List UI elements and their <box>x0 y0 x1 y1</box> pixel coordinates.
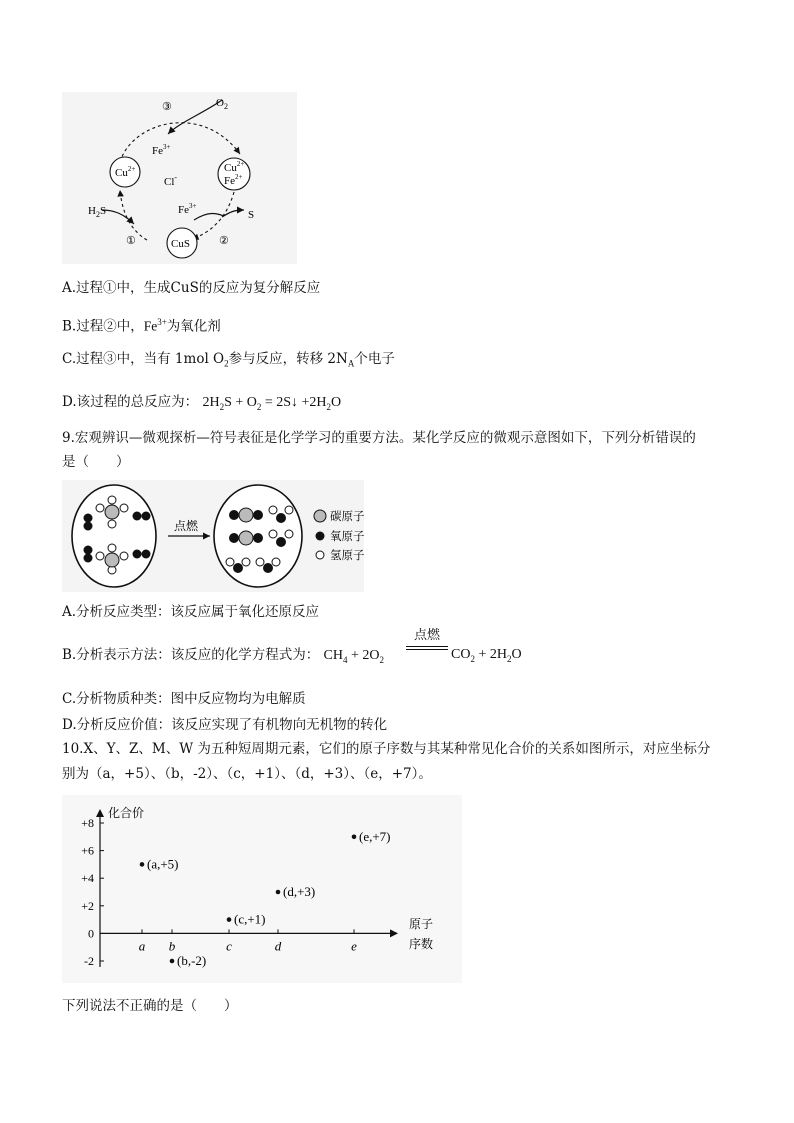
cu2-right-label: $Cu^{2+}$ <box>224 160 245 174</box>
q9-equation-left: $CH_4 + 2O_2$ <box>323 648 384 665</box>
cus-label: CuS <box>171 238 190 250</box>
chart-x-tick-label: a <box>138 938 146 954</box>
q8-option-c: C.过程③中，当有 1mol $O_2$参与反应，转移 $2N_A$个电子 <box>62 351 395 369</box>
cl-ion-label: Cl- <box>164 173 178 188</box>
legend-oxygen: 氧原子 <box>330 529 364 543</box>
molecule-reaction-diagram <box>62 480 364 592</box>
q8-option-a: A.过程①中，生成CuS的反应为复分解反应 <box>62 280 321 296</box>
chart-y-tick-label: -2 <box>84 954 94 968</box>
carbon-atom-legend-icon <box>314 510 326 522</box>
q9-option-c: C.分析物质种类：图中反应物均为电解质 <box>62 691 306 707</box>
q8-total-equation: $2H_2S + O_2$ = 2S↓ $+2H_2O$ <box>202 395 342 412</box>
chart-point-label: (d,+3) <box>283 884 316 899</box>
q10-stem-line1: 10.X、Y、Z、M、W 为五种短周期元素，它们的原子序数与其某种常见化合价的关系如图所示，对应坐标分 <box>62 741 711 757</box>
legend-hydrogen: 氢原子 <box>330 548 364 562</box>
chart-point-label: (e,+7) <box>359 828 391 844</box>
fe3-bottom-label: $Fe^{3+}$ <box>178 202 197 216</box>
chart-point-label: (b,-2) <box>177 953 207 968</box>
chart-xlabel-line2: 序数 <box>409 937 434 951</box>
chart-point <box>227 917 232 922</box>
chart-y-tick-label: +4 <box>81 871 94 886</box>
chart-ylabel: 化合价 <box>108 806 145 820</box>
q9-option-d: D.分析反应价值：该反应实现了有机物向无机物的转化 <box>62 717 388 733</box>
q10-question: 下列说法不正确的是（ ） <box>62 998 238 1014</box>
step3-label: ③ <box>162 101 172 113</box>
cu2-left-label: $Cu^{2+}$ <box>115 165 136 179</box>
q9-stem-line1: 9.宏观辨识—微观探析—符号表征是化学学习的重要方法。某化学反应的微观示意图如下，下列分析错误的 <box>62 430 696 446</box>
q9-option-b: B.分析表示方法：该反应的化学方程式为： $CH_4 + 2O_2$ <box>62 647 384 665</box>
q9-option-a: A.分析反应类型：该反应属于氧化还原反应 <box>62 604 320 620</box>
chart-y-tick-label: +2 <box>81 898 94 913</box>
co2-molecule <box>229 508 263 522</box>
reaction-condition-label: 点燃 <box>413 628 440 643</box>
hydrogen-atom-legend-icon <box>316 551 324 559</box>
step1-label: ① <box>126 235 136 247</box>
chart-point-label: (c,+1) <box>234 911 266 927</box>
s-product-label: S <box>248 209 255 221</box>
oxygen-atom-legend-icon <box>316 532 325 541</box>
ignite-label: 点燃 <box>174 519 199 533</box>
chart-x-tick-label: c <box>226 938 232 954</box>
co2-molecule <box>229 531 263 545</box>
q10-stem-line2: 别为（a，+5）、（b，-2）、（c，+1）、（d，+3）、（e，+7）。 <box>62 766 432 782</box>
legend-carbon: 碳原子 <box>330 509 364 523</box>
chart-x-tick-label: d <box>274 938 282 954</box>
chart-x-tick-label: e <box>351 938 357 954</box>
q8-option-d: D.该过程的总反应为： $2H_2S + O_2$ = 2S↓ $+2H_2O$ <box>62 394 342 412</box>
reaction-condition-bar <box>406 646 448 650</box>
chart-y-tick-label: +6 <box>81 843 94 858</box>
chart-point <box>276 890 281 895</box>
h2s-label: $H_2S$ <box>88 205 107 219</box>
chart-point <box>140 862 145 867</box>
chart-xlabel-line1: 原子 <box>409 917 434 931</box>
q8-option-b: B.过程②中，$Fe^{3+}$为氧化剂 <box>62 317 221 335</box>
chart-point <box>170 959 175 964</box>
chart-x-tick-label: b <box>168 938 176 954</box>
o2-label: $O_2$ <box>216 97 228 111</box>
chart-point <box>352 835 357 840</box>
chart-y-tick-label: +8 <box>81 816 94 830</box>
chart-point-label: (a,+5) <box>147 856 179 872</box>
fe2-right-label: $Fe^{2+}$ <box>224 173 243 187</box>
fe3-top-label: $Fe^{3+}$ <box>152 143 171 157</box>
q9-equation-right: $CO_2 + 2H_2O$ <box>451 647 522 664</box>
cycle-diagram <box>62 92 297 264</box>
step2-label: ② <box>219 235 229 247</box>
valence-scatter-chart <box>62 795 462 983</box>
chart-y-tick-label: 0 <box>88 926 94 941</box>
reaction-condition <box>406 628 448 650</box>
q9-stem-line2: 是（ ） <box>62 454 130 470</box>
